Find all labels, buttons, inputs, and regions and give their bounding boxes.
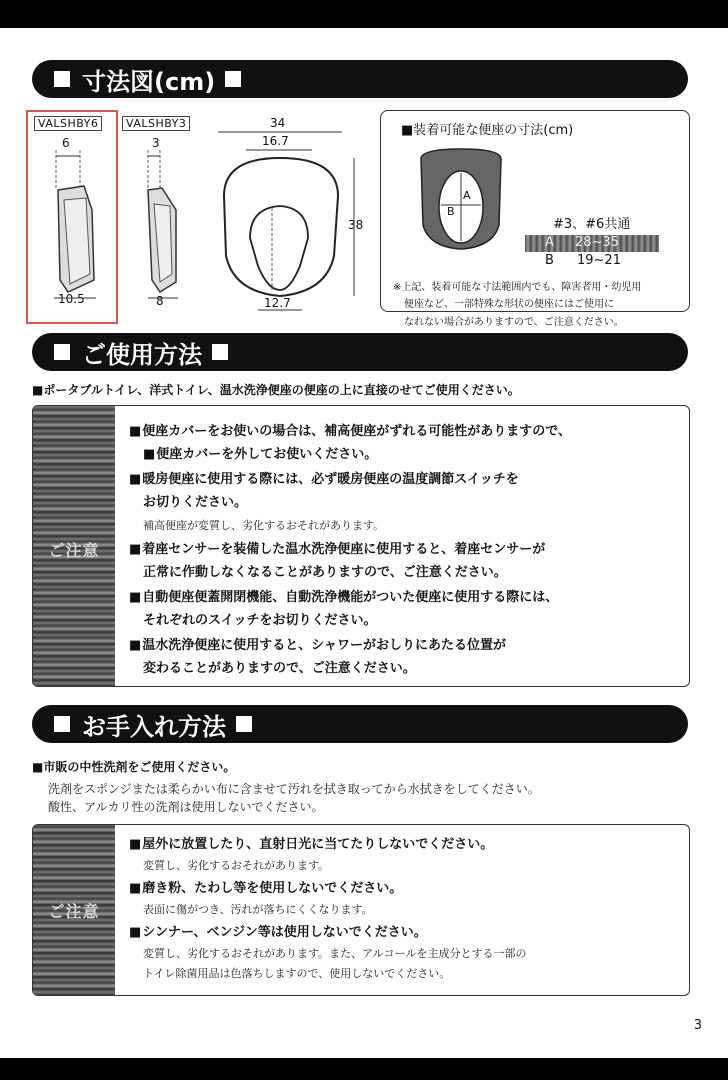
seat-top-view-diagram — [210, 126, 370, 316]
section-bar-usage — [32, 333, 688, 371]
label-b: B — [447, 205, 455, 218]
section-bar-care — [32, 705, 688, 743]
usage-item-4 — [129, 586, 679, 632]
usage-item-2-detail: 補高便座が変質し、劣化するおそれがあります。 — [143, 519, 385, 532]
usage-item-1 — [129, 420, 679, 466]
care-caution-panel — [32, 824, 690, 996]
page-number: 3 — [693, 1018, 702, 1033]
model-1-bottom-dim: 10.5 — [58, 292, 85, 306]
label-a: A — [463, 189, 471, 202]
model-2-profile-diagram — [130, 150, 200, 300]
caution-label: ご注意 — [48, 902, 100, 921]
square-icon — [54, 71, 70, 87]
compatible-note-line-1: ※上記、装着可能な寸法範囲内でも、障害者用・幼児用 — [393, 282, 642, 293]
compatible-note — [393, 253, 683, 275]
care-item-3-head: ■ シンナー、ベンジン等は使用しないでください。 — [129, 921, 679, 944]
row-b-value: 19~21 — [577, 253, 621, 268]
compatible-note-line-2: 便座など、一部特殊な形状の便座にはご使用に — [404, 299, 614, 310]
model-2-bottom-dim: 8 — [156, 294, 164, 308]
model-2-top-dim: 3 — [152, 136, 160, 150]
square-icon — [54, 716, 70, 732]
care-intro: ■市販の中性洗剤をご使用ください。 — [32, 760, 236, 774]
usage-item-5-line-1: ■ 温水洗浄便座に使用すると、シャワーがおしりにあたる位置が — [129, 634, 679, 657]
care-item-1-detail: 変質し、劣化するおそれがあります。 — [143, 859, 330, 872]
square-icon — [236, 716, 252, 732]
row-a-label: A — [545, 235, 554, 250]
model-1-name: VALSHBY6 — [34, 116, 102, 131]
usage-item-1-line-2: ■ 便座カバーを外してお使いください。 — [129, 443, 679, 466]
compatible-title: ■装着可能な便座の寸法(cm) — [401, 123, 574, 138]
caution-label: ご注意 — [48, 541, 100, 560]
model-2-name: VALSHBY3 — [122, 116, 190, 131]
usage-item-2-line-1: ■ 暖房便座に使用する際には、必ず暖房便座の温度調節スイッチを — [129, 468, 679, 491]
section-bar-dimensions — [32, 60, 688, 98]
care-item-1-head: ■ 屋外に放置したり、直射日光に当てたりしないでください。 — [129, 833, 679, 856]
usage-caution-panel — [32, 405, 690, 687]
care-item-1 — [129, 833, 679, 876]
seat-inner-width-dim: 16.7 — [262, 134, 289, 148]
usage-item-3 — [129, 538, 679, 584]
compatible-note-line-3: なれない場合がありますので、ご注意ください。 — [404, 317, 624, 328]
care-item-2 — [129, 877, 679, 920]
usage-item-4-line-1: ■ 自動便座便蓋開閉機能、自動洗浄機能がついた便座に使用する際には、 — [129, 586, 679, 609]
usage-item-5 — [129, 634, 679, 680]
care-item-2-head: ■ 磨き粉、たわし等を使用しないでください。 — [129, 877, 679, 900]
seat-height-dim: 38 — [348, 218, 364, 232]
seat-width-dim: 34 — [270, 116, 286, 130]
usage-item-4-line-2: それぞれのスイッチをお切りください。 — [143, 613, 377, 628]
compatible-seat-box — [380, 110, 690, 312]
row-a-value: 28~35 — [575, 235, 619, 250]
section-title: 寸法図(cm) — [82, 67, 216, 96]
usage-item-2-line-2: お切りください。 — [143, 495, 248, 510]
care-item-2-detail: 表面に傷がつき、汚れが落ちにくくなります。 — [143, 903, 373, 916]
care-text-line-2: 酸性、アルカリ性の洗剤は使用しないでください。 — [48, 800, 324, 814]
care-item-3-detail-2: トイレ除菌用品は色落ちしますので、使用しないでください。 — [143, 967, 451, 980]
usage-item-5-line-2: 変わることがありますので、ご注意ください。 — [143, 661, 416, 676]
care-item-3-detail-1: 変質し、劣化するおそれがあります。また、アルコールを主成分とする一部の — [143, 947, 527, 960]
care-item-3 — [129, 921, 679, 984]
model-1-top-dim: 6 — [62, 136, 70, 150]
usage-item-2 — [129, 468, 679, 537]
square-icon — [225, 71, 241, 87]
seat-bottom-width-dim: 12.7 — [264, 296, 291, 310]
usage-item-3-line-2: 正常に作動しなくなることがありますので、ご注意ください。 — [143, 565, 507, 580]
usage-item-3-line-1: ■ 着座センサーを装備した温水洗浄便座に使用すると、着座センサーが — [129, 538, 679, 561]
care-text-line-1: 洗剤をスポンジまたは柔らかい布に含ませて汚れを拭き取ってから水拭きをしてください。 — [48, 782, 540, 796]
square-icon — [212, 344, 228, 360]
model-1-profile-diagram — [40, 150, 110, 300]
manual-page — [0, 28, 728, 1058]
square-icon — [54, 344, 70, 360]
common-label: #3、#6共通 — [553, 217, 631, 232]
section-title: ご使用方法 — [82, 340, 202, 369]
row-b-label: B — [545, 253, 554, 268]
usage-item-1-line-1: ■ 便座カバーをお使いの場合は、補高便座がずれる可能性がありますので、 — [129, 420, 679, 443]
usage-intro: ■ポータブルトイレ、洋式トイレ、温水洗浄便座の便座の上に直接のせてご使用ください。 — [32, 383, 520, 397]
section-title: お手入れ方法 — [82, 712, 226, 741]
